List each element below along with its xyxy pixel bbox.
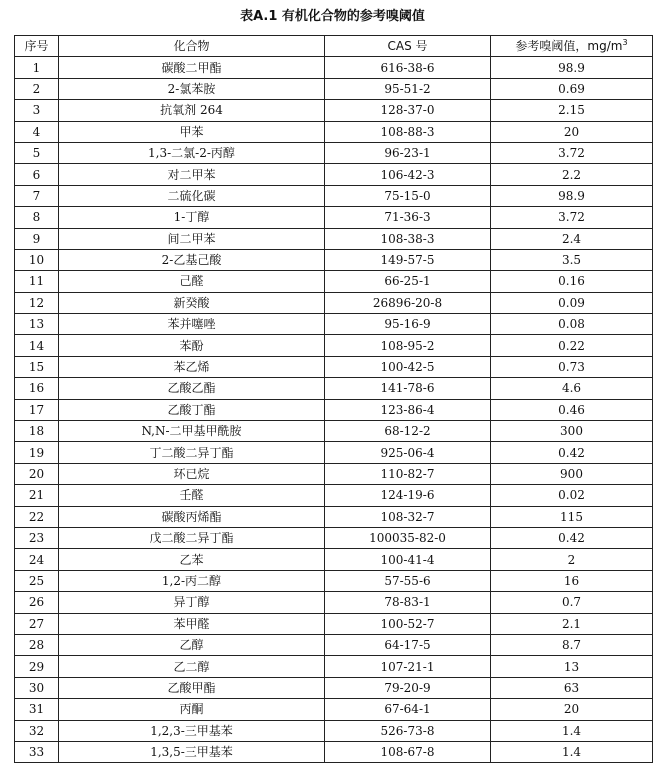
cell-compound: 甲苯	[59, 121, 325, 142]
cell-no: 30	[15, 677, 59, 698]
cell-cas: 616-38-6	[325, 57, 491, 78]
table-title: 表A.1 有机化合物的参考嗅阈值	[240, 9, 425, 24]
cell-compound: 1,2,3-三甲基苯	[59, 720, 325, 741]
table-row	[15, 699, 653, 720]
cell-threshold: 2.2	[491, 164, 653, 185]
cell-cas: 526-73-8	[325, 720, 491, 741]
cell-no: 24	[15, 549, 59, 570]
cell-cas: 95-51-2	[325, 78, 491, 99]
cell-cas: 75-15-0	[325, 185, 491, 206]
table-row	[15, 463, 653, 484]
cell-cas: 64-17-5	[325, 634, 491, 655]
cell-compound: 乙酸丁酯	[59, 399, 325, 420]
cell-cas: 124-19-6	[325, 485, 491, 506]
header-compound: 化合物	[59, 36, 325, 57]
cell-cas: 108-38-3	[325, 228, 491, 249]
cell-threshold: 98.9	[491, 57, 653, 78]
table-row	[15, 527, 653, 548]
table-row	[15, 677, 653, 698]
cell-compound: 1,3-二氯-2-丙醇	[59, 142, 325, 163]
cell-no: 33	[15, 741, 59, 762]
odor-threshold-table	[14, 35, 653, 763]
cell-threshold: 0.7	[491, 592, 653, 613]
cell-cas: 79-20-9	[325, 677, 491, 698]
cell-threshold: 2.15	[491, 100, 653, 121]
table-row	[15, 613, 653, 634]
cell-compound: 抗氧剂 264	[59, 100, 325, 121]
table-row	[15, 720, 653, 741]
cell-no: 23	[15, 527, 59, 548]
table-row	[15, 549, 653, 570]
cell-threshold: 0.69	[491, 78, 653, 99]
cell-no: 29	[15, 656, 59, 677]
cell-threshold: 20	[491, 699, 653, 720]
table-row	[15, 634, 653, 655]
cell-threshold: 1.4	[491, 720, 653, 741]
table-row	[15, 100, 653, 121]
cell-threshold: 3.5	[491, 249, 653, 270]
cell-compound: N,N-二甲基甲酰胺	[59, 421, 325, 442]
cell-no: 22	[15, 506, 59, 527]
cell-compound: 新癸酸	[59, 292, 325, 313]
cell-no: 15	[15, 356, 59, 377]
cell-no: 13	[15, 314, 59, 335]
cell-cas: 67-64-1	[325, 699, 491, 720]
table-row	[15, 421, 653, 442]
table-row	[15, 592, 653, 613]
cell-cas: 110-82-7	[325, 463, 491, 484]
cell-threshold: 0.42	[491, 442, 653, 463]
cell-compound: 乙醇	[59, 634, 325, 655]
table-row	[15, 656, 653, 677]
cell-threshold: 0.42	[491, 527, 653, 548]
table-row	[15, 292, 653, 313]
cell-no: 8	[15, 207, 59, 228]
cell-cas: 141-78-6	[325, 378, 491, 399]
table-row	[15, 57, 653, 78]
cell-cas: 95-16-9	[325, 314, 491, 335]
cell-no: 28	[15, 634, 59, 655]
cell-compound: 2-乙基己酸	[59, 249, 325, 270]
table-row	[15, 442, 653, 463]
cell-no: 5	[15, 142, 59, 163]
cell-compound: 间二甲苯	[59, 228, 325, 249]
cell-no: 32	[15, 720, 59, 741]
cell-cas: 71-36-3	[325, 207, 491, 228]
cell-compound: 2-氯苯胺	[59, 78, 325, 99]
cell-compound: 1,2-丙二醇	[59, 570, 325, 591]
cell-compound: 环已烷	[59, 463, 325, 484]
cell-cas: 66-25-1	[325, 271, 491, 292]
table-row	[15, 335, 653, 356]
cell-compound: 碳酸丙烯酯	[59, 506, 325, 527]
cell-compound: 苯甲醛	[59, 613, 325, 634]
table-row	[15, 249, 653, 270]
cell-no: 6	[15, 164, 59, 185]
cell-no: 1	[15, 57, 59, 78]
cell-no: 4	[15, 121, 59, 142]
cell-no: 26	[15, 592, 59, 613]
header-no: 序号	[15, 36, 59, 57]
table-row	[15, 228, 653, 249]
table-header-row	[15, 36, 653, 57]
cell-cas: 925-06-4	[325, 442, 491, 463]
cell-no: 19	[15, 442, 59, 463]
cell-threshold: 0.09	[491, 292, 653, 313]
table-row	[15, 378, 653, 399]
cell-threshold: 2	[491, 549, 653, 570]
cell-no: 31	[15, 699, 59, 720]
cell-compound: 苯酚	[59, 335, 325, 356]
cell-threshold: 0.46	[491, 399, 653, 420]
cell-no: 3	[15, 100, 59, 121]
cell-threshold: 900	[491, 463, 653, 484]
cell-cas: 108-95-2	[325, 335, 491, 356]
cell-compound: 丁二酸二异丁酯	[59, 442, 325, 463]
cell-cas: 100-41-4	[325, 549, 491, 570]
table-row	[15, 185, 653, 206]
cell-threshold: 300	[491, 421, 653, 442]
cell-compound: 乙苯	[59, 549, 325, 570]
cell-cas: 26896-20-8	[325, 292, 491, 313]
cell-threshold: 16	[491, 570, 653, 591]
cell-cas: 78-83-1	[325, 592, 491, 613]
cell-cas: 106-42-3	[325, 164, 491, 185]
cell-compound: 己醛	[59, 271, 325, 292]
cell-cas: 68-12-2	[325, 421, 491, 442]
cell-compound: 丙酮	[59, 699, 325, 720]
cell-cas: 100-42-5	[325, 356, 491, 377]
table-row	[15, 207, 653, 228]
cell-cas: 96-23-1	[325, 142, 491, 163]
cell-compound: 壬醛	[59, 485, 325, 506]
cell-no: 16	[15, 378, 59, 399]
cell-threshold: 20	[491, 121, 653, 142]
header-cas: CAS 号	[325, 36, 491, 57]
cell-threshold: 0.22	[491, 335, 653, 356]
cell-no: 11	[15, 271, 59, 292]
table-row	[15, 271, 653, 292]
cell-threshold: 0.16	[491, 271, 653, 292]
header-threshold-superscript: 3	[622, 38, 628, 48]
cell-threshold: 0.02	[491, 485, 653, 506]
cell-compound: 1-丁醇	[59, 207, 325, 228]
cell-threshold: 2.1	[491, 613, 653, 634]
cell-threshold: 13	[491, 656, 653, 677]
cell-compound: 1,3,5-三甲基苯	[59, 741, 325, 762]
cell-cas: 100-52-7	[325, 613, 491, 634]
cell-compound: 乙酸乙酯	[59, 378, 325, 399]
table-row	[15, 570, 653, 591]
cell-no: 27	[15, 613, 59, 634]
cell-no: 18	[15, 421, 59, 442]
table-row	[15, 741, 653, 762]
cell-no: 25	[15, 570, 59, 591]
table-row	[15, 399, 653, 420]
cell-no: 12	[15, 292, 59, 313]
cell-no: 9	[15, 228, 59, 249]
cell-threshold: 0.08	[491, 314, 653, 335]
table-row	[15, 78, 653, 99]
cell-no: 10	[15, 249, 59, 270]
table-row	[15, 142, 653, 163]
cell-cas: 128-37-0	[325, 100, 491, 121]
cell-threshold: 98.9	[491, 185, 653, 206]
cell-cas: 107-21-1	[325, 656, 491, 677]
header-threshold	[491, 36, 653, 57]
cell-threshold: 4.6	[491, 378, 653, 399]
table-row	[15, 121, 653, 142]
table-row	[15, 314, 653, 335]
table-row	[15, 356, 653, 377]
cell-compound: 二硫化碳	[59, 185, 325, 206]
table-row	[15, 506, 653, 527]
header-threshold-label: 参考嗅阈值，mg/m	[515, 39, 623, 54]
cell-cas: 108-88-3	[325, 121, 491, 142]
cell-compound: 异丁醇	[59, 592, 325, 613]
cell-compound: 苯并噻唑	[59, 314, 325, 335]
cell-threshold: 115	[491, 506, 653, 527]
cell-cas: 149-57-5	[325, 249, 491, 270]
cell-compound: 戊二酸二异丁酯	[59, 527, 325, 548]
cell-compound: 对二甲苯	[59, 164, 325, 185]
cell-compound: 乙二醇	[59, 656, 325, 677]
cell-no: 14	[15, 335, 59, 356]
cell-cas: 100035-82-0	[325, 527, 491, 548]
table-row	[15, 485, 653, 506]
cell-compound: 碳酸二甲酯	[59, 57, 325, 78]
cell-no: 7	[15, 185, 59, 206]
cell-no: 2	[15, 78, 59, 99]
cell-cas: 108-32-7	[325, 506, 491, 527]
cell-no: 21	[15, 485, 59, 506]
cell-compound: 乙酸甲酯	[59, 677, 325, 698]
cell-no: 17	[15, 399, 59, 420]
cell-threshold: 3.72	[491, 142, 653, 163]
table-row	[15, 164, 653, 185]
cell-threshold: 63	[491, 677, 653, 698]
cell-threshold: 2.4	[491, 228, 653, 249]
cell-cas: 123-86-4	[325, 399, 491, 420]
cell-threshold: 8.7	[491, 634, 653, 655]
cell-no: 20	[15, 463, 59, 484]
cell-compound: 苯乙烯	[59, 356, 325, 377]
cell-threshold: 1.4	[491, 741, 653, 762]
cell-cas: 108-67-8	[325, 741, 491, 762]
cell-threshold: 0.73	[491, 356, 653, 377]
cell-cas: 57-55-6	[325, 570, 491, 591]
cell-threshold: 3.72	[491, 207, 653, 228]
